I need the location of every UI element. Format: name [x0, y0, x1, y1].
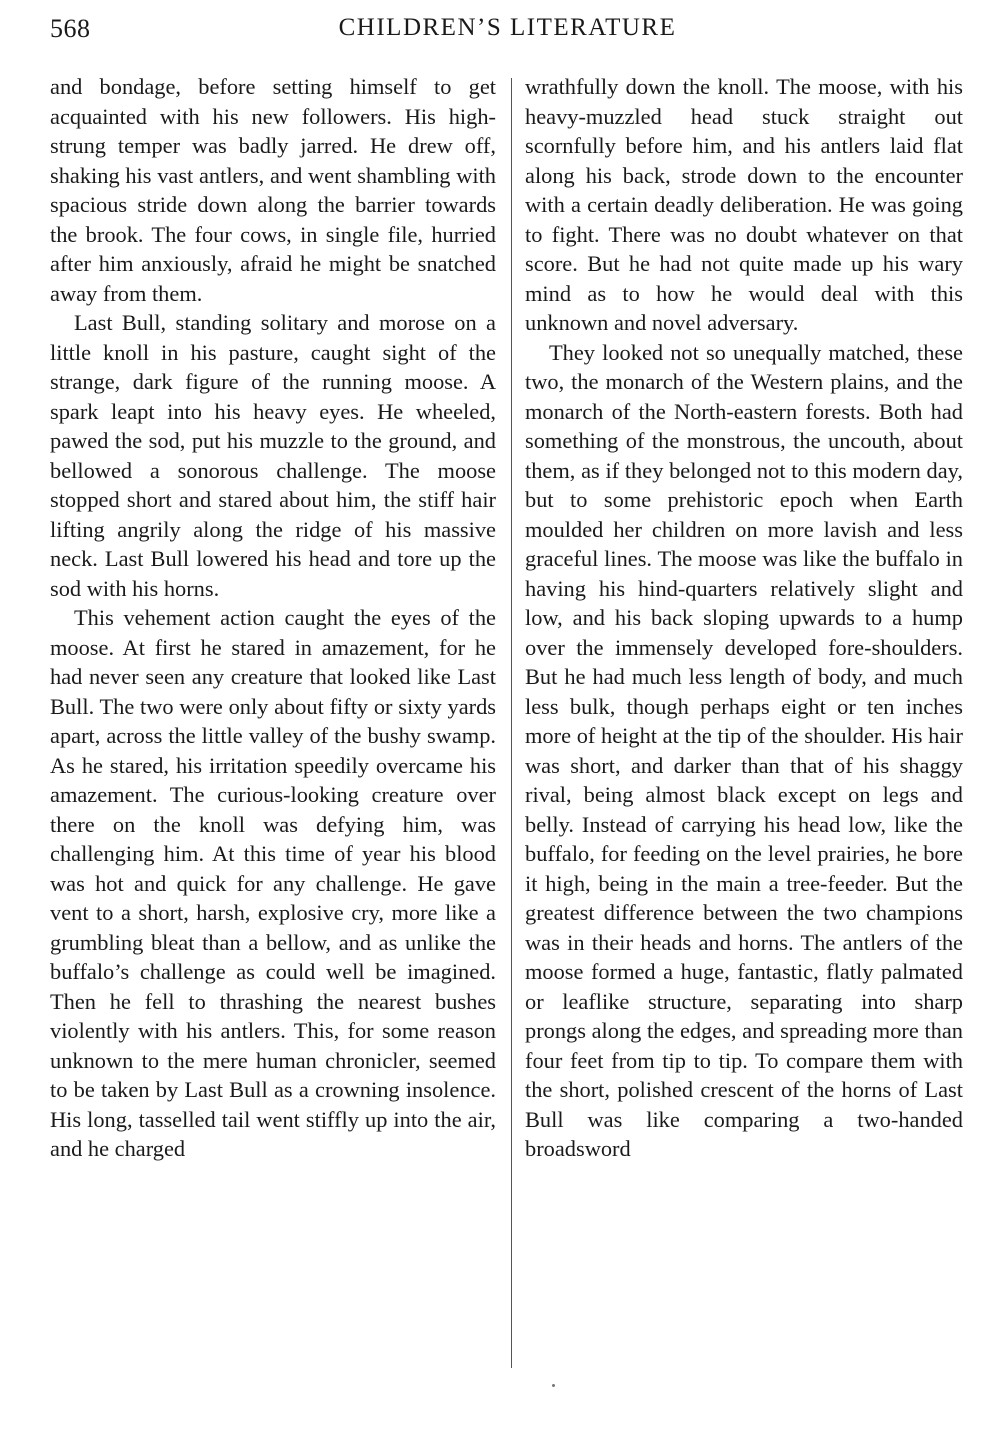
- print-speck: [552, 1384, 555, 1387]
- column-divider: [511, 78, 512, 1368]
- running-head: CHILDREN’S LITERATURE: [338, 14, 677, 41]
- paragraph-right-2: They looked not so unequally matched, these two, the monarch of the Western plains, and the monarch of the North-eastern forests. Both had something of the monstrous, the uncouth, about them, as if they belonged not to this modern day, but to some prehistoric epoch when Earth moulded her children on more lavish and less graceful lines. The moose was like the buffalo in having his hind-quarters relatively slight and low, and his back sloping upwards to a hump over the immensely developed fore-shoulders. But he had much less length of body, and much less bulk, though perhaps eight or ten inches more of height at the tip of the shoulder. His hair was short, and darker than that of his shaggy rival, being almost black except on legs and belly. Instead of carrying his head low, like the buffalo, for feeding on the level prairies, he bore it high, being in the main a tree-feeder. But the greatest difference between the two champions was in their heads and horns. The antlers of the moose formed a huge, fantastic, flatly palmated or leaflike structure, separating into sharp prongs along the edges, and spreading more than four feet from tip to tip. To compare them with the short, polished crescent of the horns of Last Bull was like comparing a two-handed broadsword: [525, 339, 963, 1161]
- paragraph-left-2: Last Bull, standing solitary and morose on a little knoll in his pasture, caught sight of the strange, dark figure of the running moose. A spark leapt into his heavy eyes. He wheeled, pawed the sod, put his muzzle to the ground, and bellowed a sonorous challenge. The moose stopped short and stared about him, the stiff hair lifting angrily along the ridge of his massive neck. Last Bull lowered his head and tore up the sod with his horns.: [50, 310, 496, 601]
- page-number: 568: [50, 14, 91, 43]
- page-header: [50, 14, 965, 50]
- paragraph-right-1: wrathfully down the knoll. The moose, with his heavy-muzzled head stuck straight out scornfully before him, and his antlers laid flat along his back, strode down to the encounter with a certain deadly deliberation. He was going to fight. There was no doubt whatever on that score. But he had not quite made up his wary mind as to how he would deal with this unknown and novel adversary.: [525, 74, 963, 335]
- left-column: [50, 72, 496, 1382]
- paragraph-left-1: and bondage, before setting himself to get acquainted with his new followers. His high-strung temper was badly jarred. He drew off, shaking his vast antlers, and went shambling with spacious stride down along the barrier towards the brook. The four cows, in single file, hurried after him anxiously, afraid he might be snatched away from them.: [50, 74, 496, 306]
- right-column: [525, 72, 963, 1382]
- paragraph-left-3: This vehement action caught the eyes of the moose. At first he stared in amazement, for he had never seen any creature that looked like Last Bull. The two were only about fifty or sixty yards apart, across the little valley of the bushy swamp. As he stared, his irritation speedily overcame his amazement. The curious-looking creature over there on the knoll was defying him, was challenging him. At this time of year his blood was hot and quick for any challenge. He gave vent to a short, harsh, explosive cry, more like a grumbling bleat than a bellow, and as unlike the buffalo’s challenge as could well be imagined. Then he fell to thrashing the nearest bushes violently with his antlers. This, for some reason unknown to the mere human chronicler, seemed to be taken by Last Bull as a crowning insolence. His long, tasselled tail went stiffly up into the air, and he charged: [50, 605, 496, 1161]
